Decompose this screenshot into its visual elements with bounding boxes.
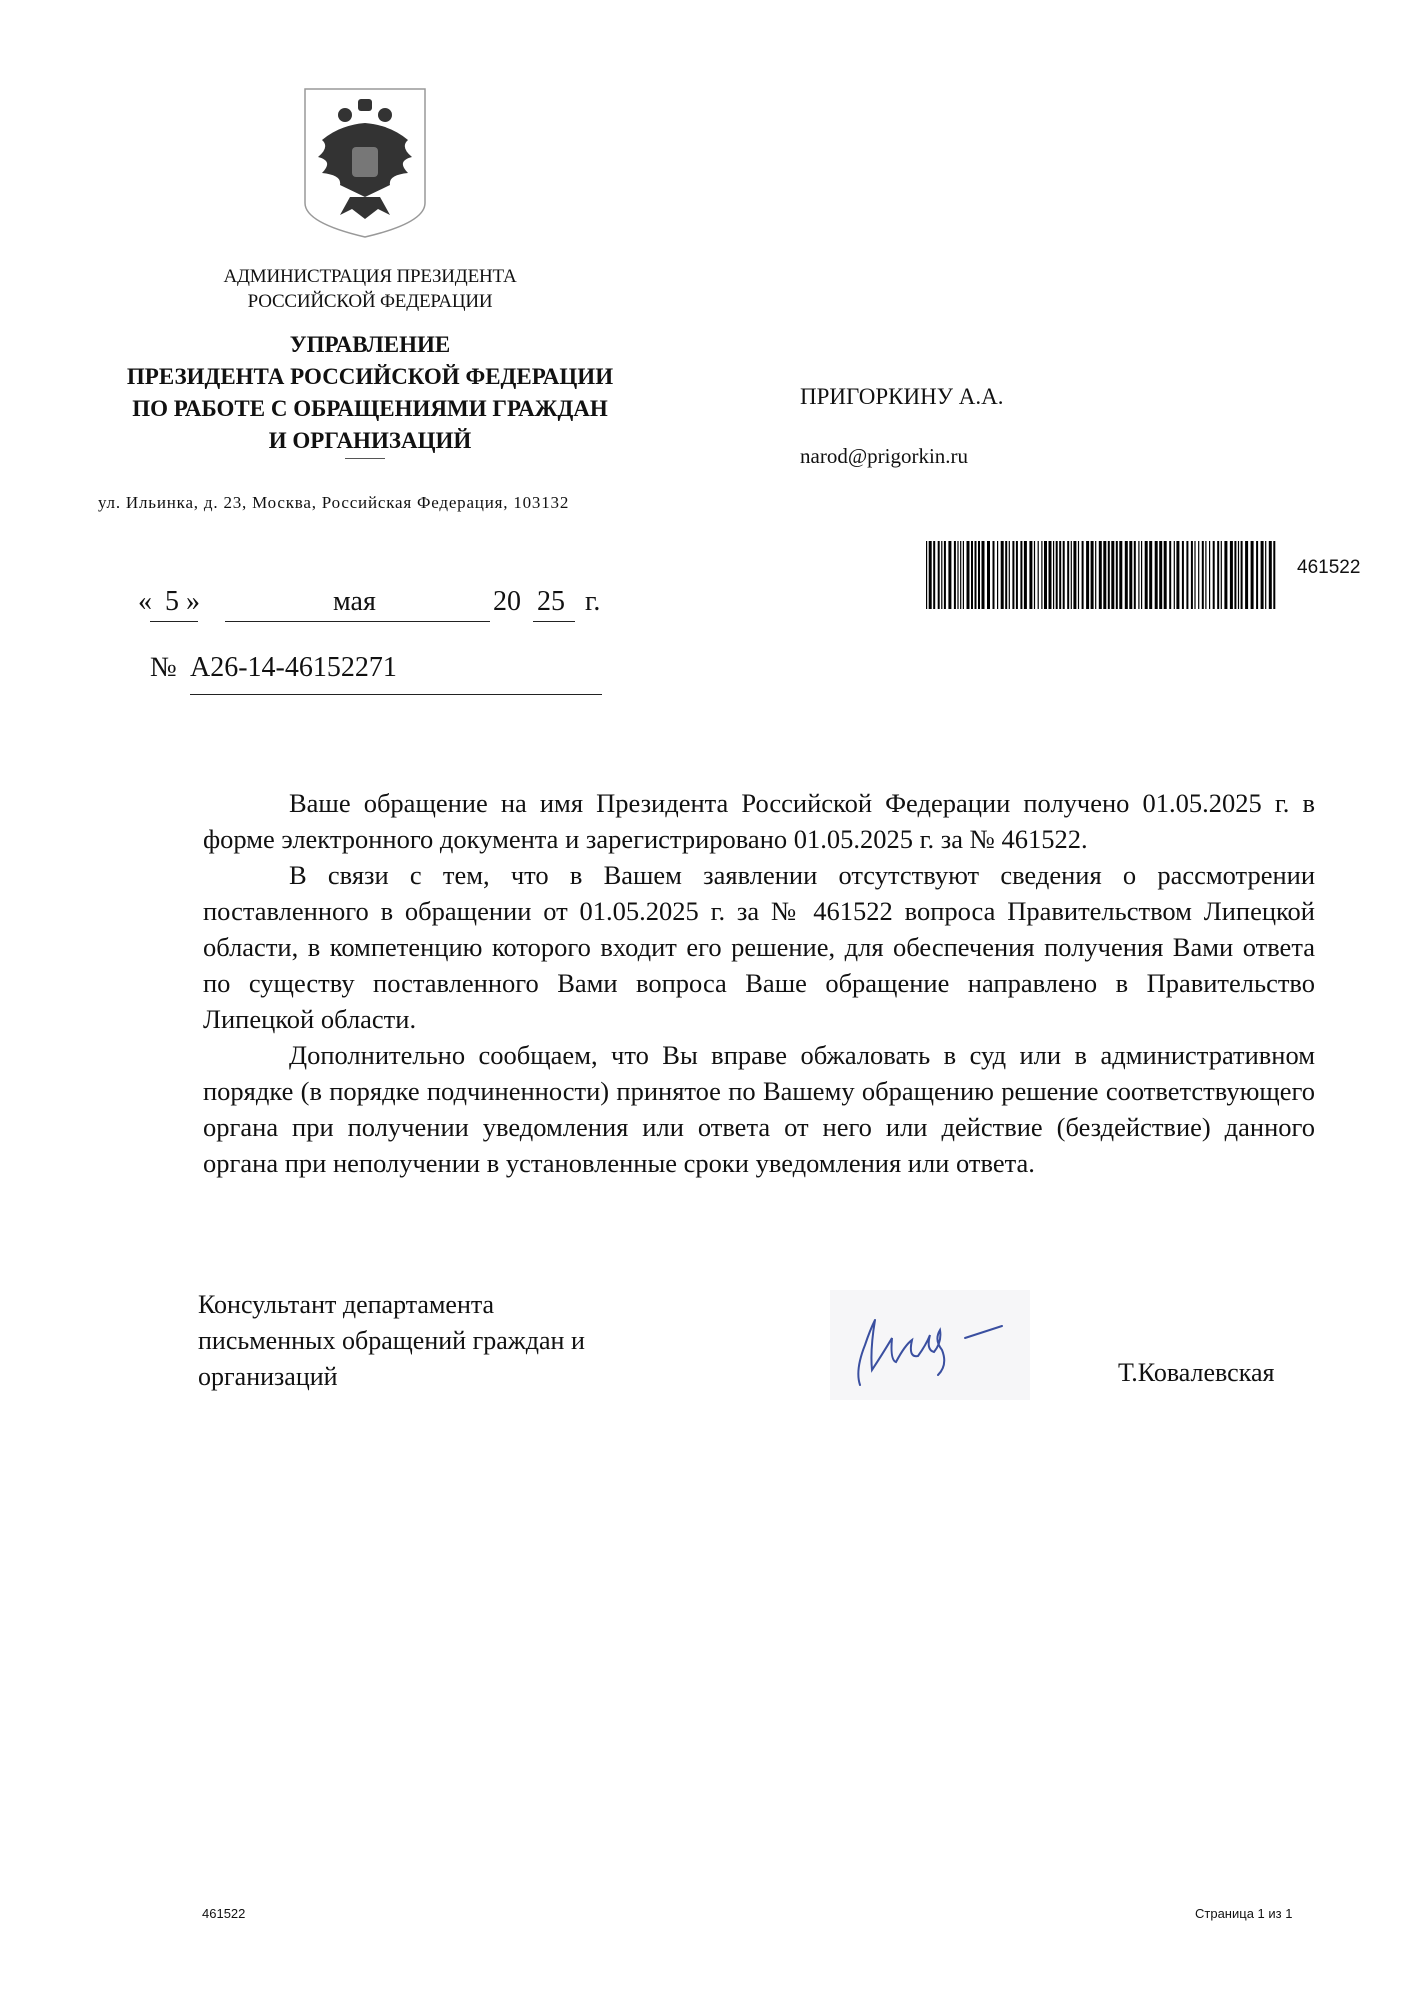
signer-position [198,1287,698,1395]
barcode-bar [1129,541,1132,609]
recipient-name: ПРИГОРКИНУ А.А. [800,384,1004,409]
barcode-bar [1012,541,1014,609]
barcode-bar [1063,541,1065,609]
body-paragraph-1: Ваше обращение на имя Президента Российской Федерации получено 01.05.2025 г. в форме электронного документа и зарегистрировано 01.05.2025 г. за № 461522. [203,788,1315,854]
barcode-bar [929,541,932,609]
barcode-bar [1205,541,1206,609]
barcode-bar [1186,541,1188,609]
barcode-bar [1111,541,1114,609]
date-year-prefix: 20 [493,586,521,617]
barcode-bar [997,541,998,609]
barcode-bar [1056,541,1058,609]
barcode-bar [1024,541,1027,609]
barcode-bar [1265,541,1266,609]
signer-position-line2: письменных обращений граждан и [198,1326,585,1355]
barcode-bar [963,541,964,609]
body-paragraph-2: В связи с тем, что в Вашем заявлении отсутствуют сведения о рассмотрении поставленного в обращении от 01.05.2025 г. за № 461522 вопроса Правительством Липецкой области, в компетенцию которого входит его решение, для обеспечения получения Вами ответа по существу поставленного Вами вопроса Ваше обращение направлено в Правительство Липецкой области. [203,860,1315,1034]
barcode-bar [971,541,973,609]
barcode-bar [957,541,958,609]
date-open-quote: « [138,586,152,617]
barcode-bar [938,541,940,609]
barcode-bar [1234,541,1236,609]
barcode-bar [1145,541,1148,609]
barcode-bar [1071,541,1072,609]
barcode-bar [967,541,970,609]
barcode-bar [993,541,995,609]
date-month: мая [333,586,376,617]
barcode-bar [987,541,990,609]
barcode-bar [933,541,935,609]
barcode-bar [1209,541,1210,609]
barcode-bar [1194,541,1195,609]
body-paragraph-3: Дополнительно сообщаем, что Вы вправе обжаловать в суд или в административном порядке (в порядке подчиненности) принятое по Вашему обращению решение соответствующего органа при получении уведомления или ответа от него или действие (бездействие) данного органа при неполучении в установленные сроки уведомления или ответа. [203,1040,1315,1178]
barcode-bar [1005,541,1007,609]
barcode-bar [1138,541,1139,609]
barcode-bar [1029,541,1032,609]
barcode-bar [1053,541,1054,609]
barcode-bar [1217,541,1219,609]
barcode-bar [1001,541,1004,609]
letter-body [203,785,1315,1181]
barcode-bar [1174,541,1175,609]
handwritten-signature [830,1290,1030,1400]
header-dept-line3: ПО РАБОТЕ С ОБРАЩЕНИЯМИ ГРАЖДАН [132,396,608,421]
barcode-bar [1221,541,1222,609]
reg-number-underline [190,694,602,695]
barcode-bar [1082,541,1084,609]
footer-page-number: Страница 1 из 1 [1195,1906,1293,1921]
header-dept-line1: УПРАВЛЕНИЕ [289,332,451,357]
barcode-bar [1245,541,1248,609]
barcode-bar [1103,541,1106,609]
barcode-bar [1273,541,1275,609]
barcode-bar [1009,541,1010,609]
barcode-bar [1182,541,1184,609]
barcode-bar [1116,541,1118,609]
header-address: ул. Ильинка, д. 23, Москва, Российская Федерация, 103132 [98,493,570,512]
barcode-bar [960,541,961,609]
barcode-bar [1198,541,1199,609]
date-close-quote: » [186,586,200,617]
barcode-bar [1091,541,1094,609]
barcode-bar [1034,541,1035,609]
signer-name: Т.Ковалевская [1118,1358,1275,1387]
barcode-bar [1059,541,1061,609]
barcode-bar [1067,541,1069,609]
barcode-bar [1261,541,1264,609]
header-dept-line2: ПРЕЗИДЕНТА РОССИЙСКОЙ ФЕДЕРАЦИИ [126,364,614,389]
barcode-bar [982,541,985,609]
header-divider [345,458,385,459]
barcode-number: 461522 [1297,557,1361,578]
barcode-bar [1016,541,1018,609]
barcode-bar [1134,541,1136,609]
coat-of-arms-icon [300,85,430,240]
barcode-bar [1108,541,1110,609]
barcode-bar [948,541,951,609]
barcode-bar [1159,541,1162,609]
barcode-bar [975,541,977,609]
barcode-bar [1099,541,1102,609]
header-admin-line2: РОССИЙСКОЙ ФЕДЕРАЦИИ [247,291,493,312]
date-month-underline [225,621,490,622]
barcode-bar [1202,541,1204,609]
barcode-bar [1125,541,1128,609]
barcode-bar [1230,541,1233,609]
barcode-bar [1224,541,1227,609]
barcode-bar [1269,541,1272,609]
date-year-mark: г. [585,586,601,617]
footer-doc-number: 461522 [202,1906,246,1921]
barcode-bar [1164,541,1167,609]
date-year-suffix: 25 [537,586,565,617]
barcode-bar [954,541,956,609]
barcode-bar [944,541,946,609]
signer-position-line3: организаций [198,1362,338,1391]
barcode-bar [1149,541,1152,609]
barcode-bar [1095,541,1096,609]
recipient-email: narod@prigorkin.ru [800,444,969,468]
barcode-bar [1251,541,1254,609]
barcode-bar [1049,541,1052,609]
barcode-bar [1073,541,1076,609]
barcode-bar [941,541,942,609]
barcode-bar [1020,541,1022,609]
barcode-bar [1191,541,1193,609]
barcode-bar [1086,541,1089,609]
barcode-bar [1119,541,1122,609]
date-day: 5 [165,586,179,617]
barcode-bar [1238,541,1239,609]
barcode-bar [1041,541,1042,609]
reg-number-prefix: № [150,652,177,683]
signer-position-line1: Консультант департамента [198,1290,495,1319]
date-year-underline [533,621,575,622]
barcode-bar [926,541,927,609]
barcode-bar [1256,541,1258,609]
barcode-bar [1176,541,1179,609]
barcode-bar [1213,541,1215,609]
reg-number: А26-14-46152271 [190,652,397,683]
barcode-bar [1078,541,1079,609]
header-dept-line4: И ОРГАНИЗАЦИЙ [268,428,472,453]
barcode-bar [1044,541,1047,609]
barcode-bar [978,541,980,609]
barcode-bar [1141,541,1142,609]
barcode-bar [1241,541,1243,609]
date-day-underline [150,621,198,622]
signature-icon [830,1290,1030,1400]
barcode-bar [1169,541,1171,609]
barcode-bar [1038,541,1039,609]
barcode-icon [926,541,1280,609]
barcode-bar [1155,541,1158,609]
header-admin-line1: АДМИНИСТРАЦИЯ ПРЕЗИДЕНТА [223,266,517,287]
